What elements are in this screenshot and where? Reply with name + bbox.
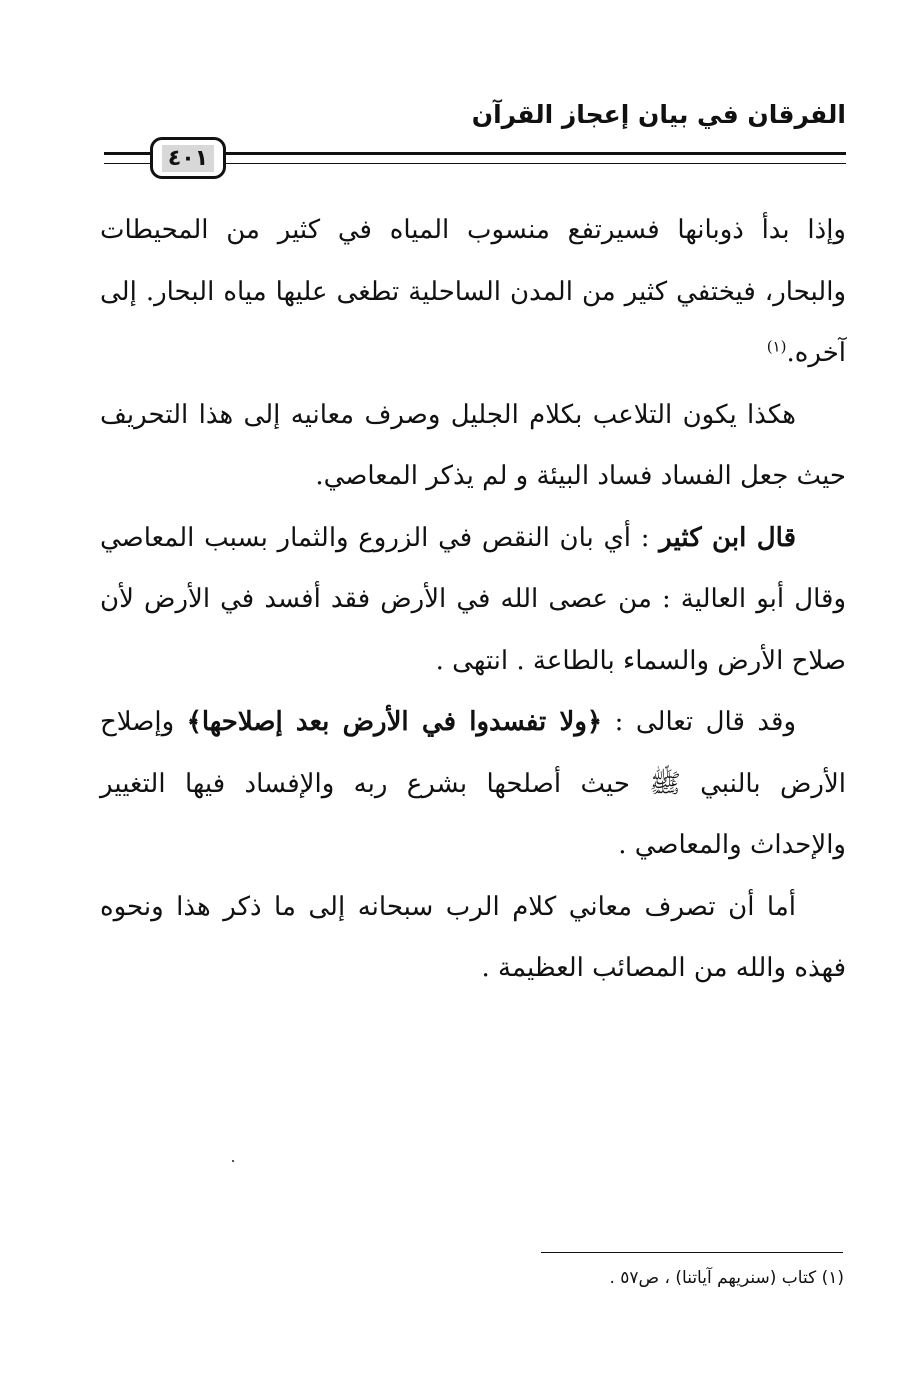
paragraph-4-lead: وقد قال تعالى : bbox=[602, 707, 796, 737]
page-number-box bbox=[150, 137, 226, 179]
paragraph-1-text: وإذا بدأ ذوبانها فسيرتفع منسوب المياه في كثير من المحيطات والبحار، فيختفي كثير من المدن الساحلية تطغى عليها مياه البحار. إلى آخره. bbox=[100, 215, 846, 368]
footnote-separator bbox=[541, 1252, 843, 1253]
footnote-1: (١) كتاب (سنريهم آياتنا) ، ص٥٧ . bbox=[609, 1268, 844, 1288]
page-number: ٤٠١ bbox=[162, 145, 214, 172]
paragraph-5: أما أن تصرف معاني كلام الرب سبحانه إلى ما ذكر هذا ونحوه فهذه والله من المصائب العظيمة . bbox=[100, 891, 846, 983]
footnote-reference-1: (١) bbox=[766, 337, 787, 356]
paragraph-4-text: وإصلاح الأرض بالنبي ﷺ حيث أصلحها بشرع ربه والإفساد فيها التغيير والإحداث والمعاصي . bbox=[100, 707, 846, 860]
paragraph-2: هكذا يكون التلاعب بكلام الجليل وصرف معانيه إلى هذا التحريف حيث جعل الفساد فساد البيئة و لم يذكر المعاصي. bbox=[100, 399, 846, 491]
quran-verse: ﴿ولا تفسدوا في الأرض بعد إصلاحها﴾ bbox=[186, 707, 603, 737]
paragraph-1 bbox=[100, 200, 846, 385]
running-head-title: الفرقان في بيان إعجاز القرآن bbox=[471, 100, 846, 129]
paragraph-4 bbox=[100, 692, 846, 877]
scan-speck bbox=[232, 1160, 234, 1162]
body-text bbox=[100, 200, 846, 1000]
quoted-scholar-name: قال ابن كثير bbox=[659, 522, 796, 553]
paragraph-3 bbox=[100, 508, 846, 693]
paragraph-3-text: : أي بان النقص في الزروع والثمار بسبب المعاصي وقال أبو العالية : من عصى الله في الأرض فقد أفسد في الأرض لأن صلاح الأرض والسماء بالطاعة . انتهى . bbox=[100, 522, 846, 676]
